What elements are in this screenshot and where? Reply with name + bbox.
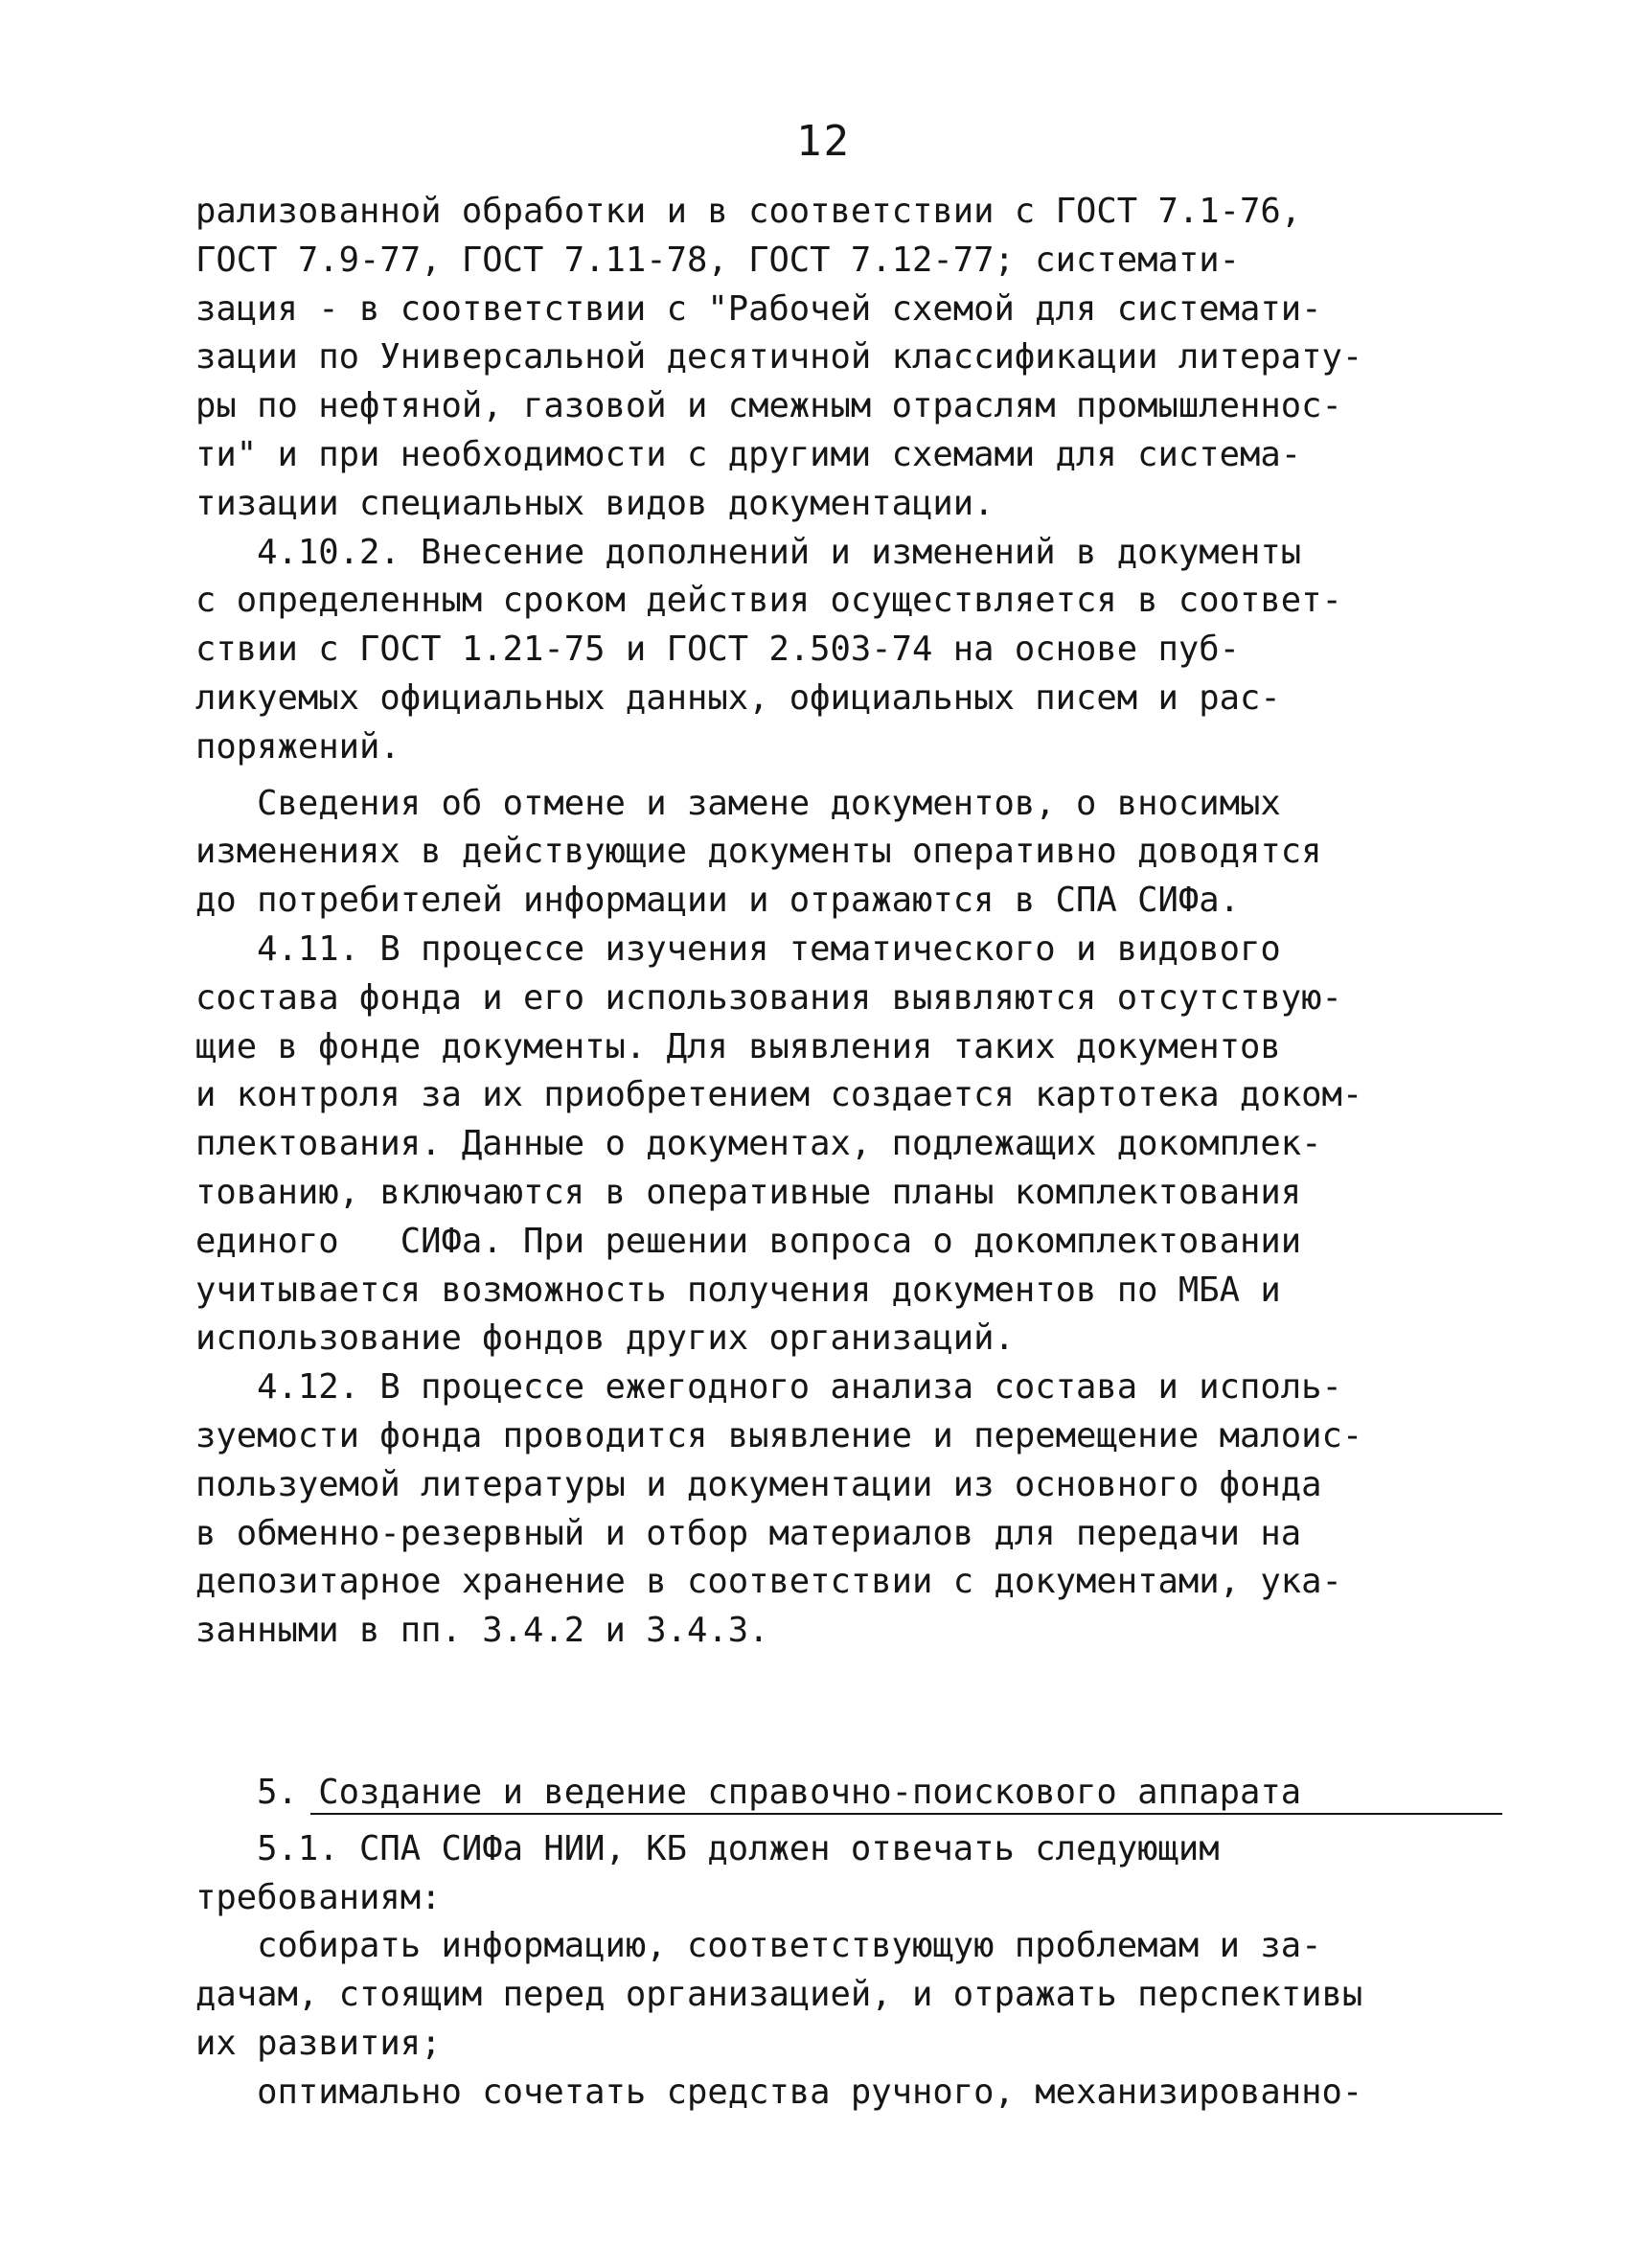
- text-line: зуемости фонда проводится выявление и перемещение малоис-: [195, 1415, 1363, 1455]
- text-line: 5.1. СПА СИФа НИИ, КБ должен отвечать следующим: [195, 1828, 1220, 1868]
- text-line: 4.11. В процессе изучения тематического и видового: [195, 928, 1281, 969]
- text-line: учитывается возможность получения документов по МБА и: [195, 1270, 1281, 1310]
- text-line: ствии с ГОСТ 1.21-75 и ГОСТ 2.503-74 на основе пуб-: [195, 630, 1241, 670]
- paragraph-group-3: [195, 780, 1518, 1656]
- text-line: тованию, включаются в оперативные планы комплектования: [195, 1172, 1302, 1212]
- text-line: зация - в соответствии с "Рабочей схемой для системати-: [195, 288, 1322, 329]
- text-line: депозитарное хранение в соответствии с документами, ука-: [195, 1562, 1342, 1602]
- text-line: изменениях в действующие документы оперативно доводятся: [195, 832, 1322, 872]
- text-line: рализованной обработки и в соответствии с ГОСТ 7.1-76,: [195, 192, 1302, 231]
- text-line: собирать информацию, соответствующую проблемам и за-: [195, 1926, 1322, 1966]
- text-line: с определенным сроком действия осуществляется в соответ-: [195, 581, 1342, 621]
- text-line: тизации специальных видов документации.: [195, 483, 995, 523]
- section-heading-text: 5. Создание и ведение справочно-поискового аппарата: [195, 1772, 1302, 1812]
- text-line: ти" и при необходимости с другими схемами для система-: [195, 434, 1302, 474]
- text-line: 4.12. В процессе ежегодного анализа состава и исполь-: [195, 1367, 1342, 1408]
- text-line: в обменно-резервный и отбор материалов для передачи на: [195, 1513, 1302, 1553]
- text-line: 4.10.2. Внесение дополнений и изменений в документы: [195, 532, 1302, 572]
- text-line: оптимально сочетать средства ручного, механизированно-: [195, 2072, 1363, 2112]
- text-line: их развития;: [195, 2023, 442, 2063]
- text-line: плектования. Данные о документах, подлежащих докомплек-: [195, 1124, 1322, 1164]
- text-line: пользуемой литературы и документации из основного фонда: [195, 1464, 1322, 1504]
- text-line: использование фондов других организаций.: [195, 1318, 1015, 1359]
- heading-underline: [310, 1813, 1502, 1815]
- text-line: и контроля за их приобретением создается картотека доком-: [195, 1075, 1363, 1115]
- document-body: [195, 188, 1518, 2117]
- paragraph-group-4: [195, 1825, 1518, 2118]
- text-line: ГОСТ 7.9-77, ГОСТ 7.11-78, ГОСТ 7.12-77; системати-: [195, 240, 1241, 280]
- text-line: щие в фонде документы. Для выявления таких документов: [195, 1026, 1281, 1066]
- text-line: дачам, стоящим перед организацией, и отражать перспективы: [195, 1975, 1363, 2015]
- text-line: требованиям:: [195, 1877, 442, 1917]
- text-line: единого СИФа. При решении вопроса о докомплектовании: [195, 1221, 1302, 1261]
- page-number: 12: [796, 117, 851, 166]
- text-line: Сведения об отмене и замене документов, о вносимых: [195, 783, 1281, 823]
- text-line: зации по Универсальной десятичной классификации литерату-: [195, 337, 1363, 378]
- text-line: занными в пп. 3.4.2 и 3.4.3.: [195, 1611, 769, 1651]
- text-line: поряжений.: [195, 726, 400, 767]
- paragraph-group-1: [195, 188, 1518, 529]
- paragraph-group-2: [195, 529, 1518, 772]
- text-line: до потребителей информации и отражаются в СПА СИФа.: [195, 881, 1241, 921]
- text-line: состава фонда и его использования выявляются отсутствую-: [195, 977, 1342, 1018]
- text-line: ры по нефтяной, газовой и смежным отраслям промышленнос-: [195, 386, 1342, 426]
- text-line: ликуемых официальных данных, официальных писем и рас-: [195, 677, 1281, 718]
- section-heading: [195, 1769, 1518, 1818]
